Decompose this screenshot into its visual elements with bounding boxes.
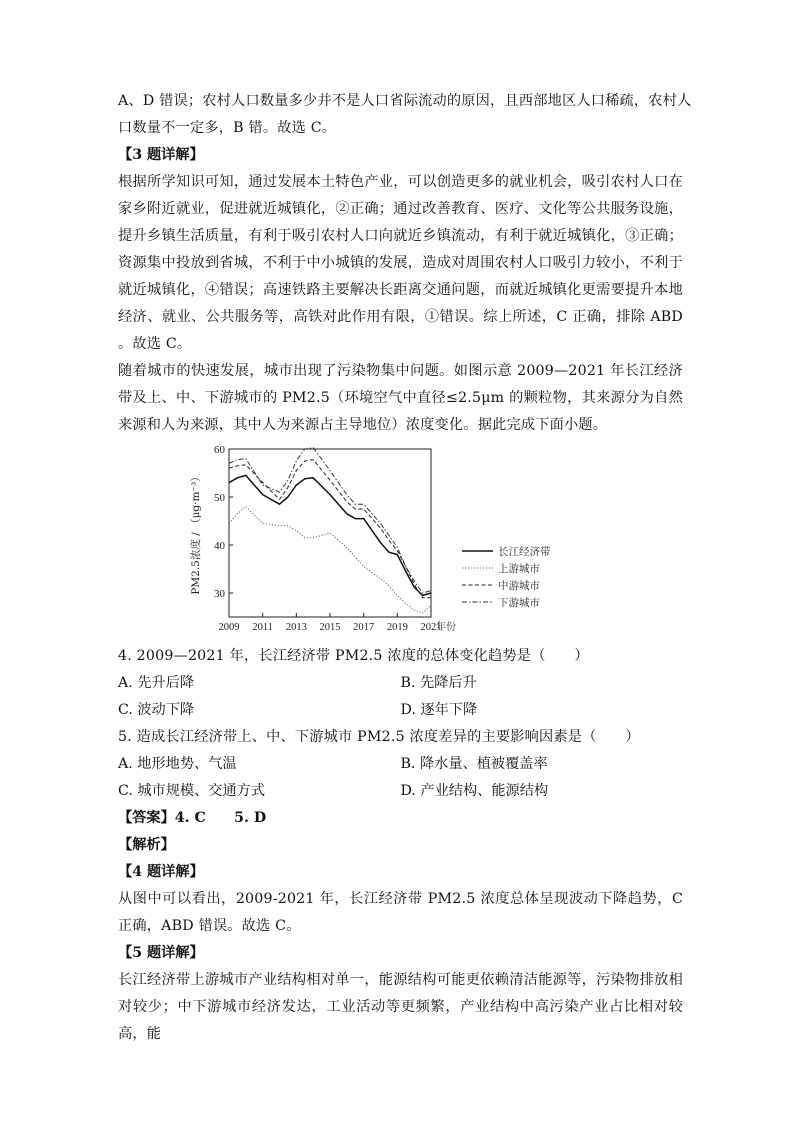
y-tick-label: 50 bbox=[214, 492, 225, 504]
options-row bbox=[118, 670, 683, 697]
x-tick-label: 2009 bbox=[218, 622, 240, 633]
y-tick-label: 40 bbox=[214, 540, 225, 552]
question-stem: 5. 造成长江经济带上、中、下游城市 PM2.5 浓度差异的主要影响因素是（ ） bbox=[118, 729, 640, 745]
plot-frame bbox=[229, 449, 431, 617]
section-heading: 【3 题详解】 bbox=[118, 147, 204, 163]
options-row bbox=[118, 778, 683, 805]
y-tick-label: 30 bbox=[214, 588, 225, 600]
legend-label-4: 下游城市 bbox=[498, 597, 540, 609]
option-d: D. 产业结构、能源结构 bbox=[400, 783, 549, 799]
paragraph: 长江经济带上游城市产业结构相对单一，能源结构可能更依赖清洁能源等，污染物排放相对较少；中下游城市经济发达，工业活动等更频繁，产业结构中高污染产业占比相对较高，能 bbox=[118, 972, 683, 1042]
option-b: B. 先降后升 bbox=[400, 675, 477, 691]
paragraph-line: A、D 错误；农村人口数量多少并不是人口省际流动的原因，且西部地区人口稀疏，农村人 bbox=[118, 93, 692, 109]
analysis-heading: 【解析】 bbox=[118, 837, 175, 853]
x-tick-label: 2011 bbox=[252, 622, 273, 633]
option-a: A. 先升后降 bbox=[118, 675, 195, 691]
section-heading: 【4 题详解】 bbox=[118, 864, 204, 880]
legend-label-3: 中游城市 bbox=[498, 580, 540, 592]
option-c: C. 城市规模、交通方式 bbox=[118, 783, 266, 799]
x-tick-label: 2013 bbox=[285, 622, 307, 633]
option-a: A. 地形地势、气温 bbox=[118, 756, 237, 772]
option-d: D. 逐年下降 bbox=[400, 702, 478, 718]
y-tick-label: 60 bbox=[214, 444, 225, 456]
legend-label-1: 长江经济带 bbox=[498, 546, 551, 558]
option-b: B. 降水量、植被覆盖率 bbox=[400, 756, 548, 772]
pm25-chart bbox=[118, 441, 683, 639]
document-page bbox=[118, 0, 692, 1048]
x-tick-label: 2015 bbox=[319, 622, 341, 633]
paragraph: 根据所学知识可知，通过发展本土特色产业，可以创造更多的就业机会，吸引农村人口在家乡附近就业，促进就近城镇化，②正确；通过改善教育、医疗、文化等公共服务设施，提升乡镇生活质量，有利于吸引农村人口向就近乡镇流动，有利于就近城镇化，③正确；资源集中投放到省城，不利于中小城镇的发展，造成对周围农村人口吸引力较小，不利于就近城镇化，④错误；高速铁路主要解决长距离交通问题，而就近城镇化更需要提升本地经济、就业、公共服务等，高铁对此作用有限，①错误。综上所述，C 正确，排除 ABD 。故选 C。 bbox=[118, 174, 683, 352]
answer-line: 【答案】4. C 5. D bbox=[118, 810, 267, 826]
paragraph: 从图中可以看出，2009-2021 年，长江经济带 PM2.5 浓度总体呈现波动下降趋势，C 正确，ABD 错误。故选 C。 bbox=[118, 891, 683, 934]
question-stem: 4. 2009—2021 年，长江经济带 PM2.5 浓度的总体变化趋势是（ ） bbox=[118, 648, 589, 664]
x-tick-label: 2021 bbox=[420, 622, 442, 633]
legend-label-2: 上游城市 bbox=[498, 563, 540, 575]
question-intro: 随着城市的快速发展，城市出现了污染物集中问题。如图示意 2009—2021 年长江经济带及上、中、下游城市的 PM2.5（环境空气中直径≤2.5μm 的颗粒物，其来源分为自然来源和人为来源，其中人为来源占主导地位）浓度变化。据此完成下面小题。 bbox=[118, 363, 683, 433]
y-axis-label: PM2.5浓度 / （μg·m⁻³） bbox=[190, 471, 202, 595]
x-tick-label: 2019 bbox=[386, 622, 408, 633]
options-row bbox=[118, 697, 683, 724]
series-line-1 bbox=[229, 475, 431, 595]
option-c: C. 波动下降 bbox=[118, 702, 195, 718]
line-chart bbox=[188, 441, 588, 639]
options-row bbox=[118, 751, 683, 778]
x-axis-label: 年份 bbox=[436, 622, 456, 633]
x-tick-label: 2017 bbox=[353, 622, 375, 633]
paragraph-line: 口数量不一定多，B 错。故选 C。 bbox=[118, 120, 337, 136]
section-heading: 【5 题详解】 bbox=[118, 945, 204, 961]
